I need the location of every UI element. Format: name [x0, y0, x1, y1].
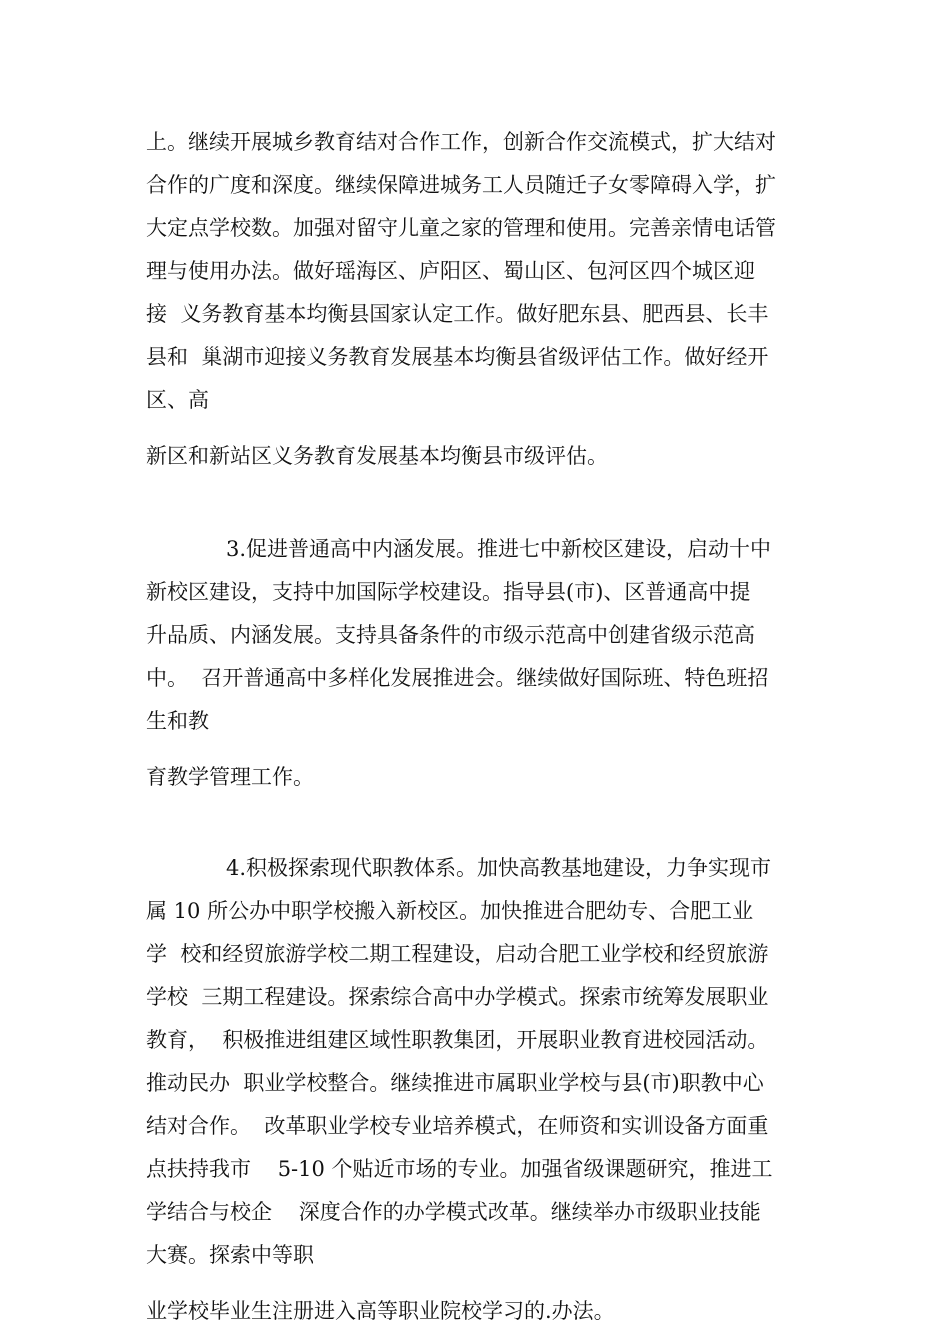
text-line: 新校区建设，支持中加国际学校建设。指导县(市)、区普通高中提: [146, 580, 751, 604]
text-line: 育教学管理工作。: [146, 765, 314, 789]
text-line: 理与使用办法。做好瑶海区、庐阳区、蜀山区、包河区四个城区迎: [146, 259, 755, 283]
text-line: 学校 三期工程建设。探索综合高中办学模式。探索市统筹发展职业: [146, 985, 769, 1009]
text-line: 点扶持我市 5-10 个贴近市场的专业。加强省级课题研究，推进工: [146, 1157, 773, 1181]
text-line: 新区和新站区义务教育发展基本均衡县市级评估。: [146, 444, 608, 468]
text-line: 区、高: [146, 388, 209, 412]
text-line: 县和 巢湖市迎接义务教育发展基本均衡县省级评估工作。做好经开: [146, 345, 769, 369]
text-line: 学结合与校企 深度合作的办学模式改革。继续举办市级职业技能: [146, 1200, 761, 1224]
text-line: 大赛。探索中等职: [146, 1243, 314, 1267]
text-line: 教育， 积极推进组建区域性职教集团，开展职业教育进校园活动。: [146, 1028, 769, 1052]
text-line: 升品质、内涵发展。支持具备条件的市级示范高中创建省级示范高: [146, 623, 755, 647]
text-line: 业学校毕业生注册进入高等职业院校学习的.办法。: [146, 1299, 615, 1323]
text-line: 大定点学校数。加强对留守儿童之家的管理和使用。完善亲情电话管: [146, 216, 776, 240]
text-line: 推动民办 职业学校整合。继续推进市属职业学校与县(市)职教中心: [146, 1071, 764, 1095]
section-heading-line: 3.促进普通高中内涵发展。推进七中新校区建设，启动十中: [226, 537, 772, 561]
text-line: 学 校和经贸旅游学校二期工程建设，启动合肥工业学校和经贸旅游: [146, 942, 769, 966]
text-line: 接 义务教育基本均衡县国家认定工作。做好肥东县、肥西县、长丰: [146, 302, 769, 326]
text-line: 属 10 所公办中职学校搬入新校区。加快推进合肥幼专、合肥工业: [146, 899, 754, 923]
section-heading-line: 4.积极探索现代职教体系。加快高教基地建设，力争实现市: [226, 856, 772, 880]
text-line: 中。 召开普通高中多样化发展推进会。继续做好国际班、特色班招: [146, 666, 769, 690]
text-line: 合作的广度和深度。继续保障进城务工人员随迁子女零障碍入学，扩: [146, 173, 776, 197]
text-line: 生和教: [146, 709, 209, 733]
text-line: 结对合作。 改革职业学校专业培养模式，在师资和实训设备方面重: [146, 1114, 769, 1138]
text-line: 上。继续开展城乡教育结对合作工作，创新合作交流模式，扩大结对: [146, 130, 776, 154]
